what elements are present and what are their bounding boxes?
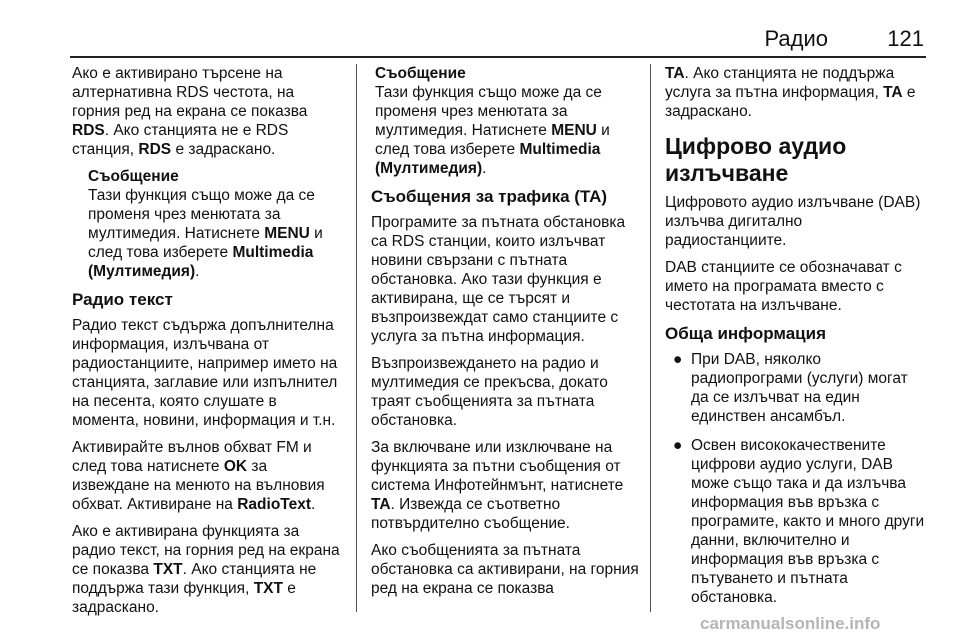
txt-paragraph: Ако е активирана функцията за радио текст, на горния ред на екрана се показва TXT. Ако станцията не поддържа тази функция, TXT е задраскано. — [72, 523, 340, 616]
column-2 — [371, 64, 639, 606]
rds-paragraph: Ако е активирано търсене на алтернативна RDS честота, на горния ред на екрана се показва RDS. Ако станцията не е RDS станция, RDS е задраскано. — [72, 65, 308, 158]
ta-paragraph-4: Ако съобщенията за пътната обстановка са активирани, на горния ред на екрана се показва — [371, 542, 639, 597]
column-divider — [356, 64, 357, 612]
page-number: 121 — [887, 26, 924, 51]
ta-paragraph-2: Възпроизвеждането на радио и мултимедия се прекъсва, докато траят съобщенията за пътната обстановка. — [371, 355, 608, 429]
dab-paragraph-1: Цифровото аудио излъчване (DAB) излъчва дигитално радиостанциите. — [665, 194, 921, 249]
list-item: ● При DAB, няколко радиопрограми (услуги) могат да се излъчват на един единствен ансамбъл. — [673, 351, 908, 425]
heading-general-info: Обща информация — [665, 324, 826, 343]
radiotext-paragraph: Радио текст съдържа допълнителна информация, излъчвана от радиостанциите, например името на станцията, заглавие или изпълнител на песента, която слушате в момента, новини, информация и т.н. — [72, 317, 338, 429]
bullet-icon: ● — [673, 351, 683, 368]
note-box: Съобщение Тази функция също може да се променя чрез менютата за мултимедия. Натиснете MENU и след това изберете Multimedia (Мултимедия). — [375, 64, 639, 178]
note-box: Съобщение Тази функция също може да се променя чрез менютата за мултимедия. Натиснете MENU и след това изберете Multimedia (Мултимедия). — [88, 167, 344, 281]
heading-radio-text: Радио текст — [72, 290, 173, 309]
ta-paragraph-1: Програмите за пътната обстановка са RDS станции, които излъчват новини свързани с пътната обстановка. Ако тази функция е активирана, ще се търсят и възпроизвеждат само станциите с услуга за пътна информация. — [371, 214, 626, 345]
heading-traffic-announcements: Съобщения за трафика (TA) — [371, 187, 608, 206]
activate-paragraph: Активирайте вълнов обхват FM и след това натиснете OK за извеждане на менюто на вълновия обхват. Активиране на RadioText. — [72, 439, 325, 513]
column-3 — [665, 64, 927, 617]
page-header — [70, 22, 926, 58]
note-title: Съобщение — [375, 65, 466, 82]
bullet-icon: ● — [673, 437, 683, 454]
section-title: Радио — [764, 26, 828, 51]
watermark: carmanualsonline.info — [700, 614, 881, 633]
ta-paragraph-3: За включване или изключване на функцията за пътни съобщения от система Инфотейнмънт, натиснете TA. Извежда се съответно потвърдително съобщение. — [371, 439, 624, 532]
dab-paragraph-2: DAB станциите се обозначават с името на програмата вместо с честотата на излъчване. — [665, 259, 902, 314]
column-1 — [72, 64, 344, 625]
heading-dab: Цифрово аудио излъчване — [665, 133, 847, 186]
note-title: Съобщение — [88, 168, 179, 185]
list-item: ● Освен висококачествените цифрови аудио услуги, DAB може също така и да излъчва информация във връзка с програмите, както и много други данни, включително и информация във връзка с пътуването и пътната обстановка. — [673, 437, 925, 606]
ta-continued-paragraph: TA. Ако станцията не поддържа услуга за пътна информация, TA е задраскано. — [665, 65, 916, 120]
column-divider — [650, 64, 651, 612]
bullet-list — [665, 350, 927, 607]
